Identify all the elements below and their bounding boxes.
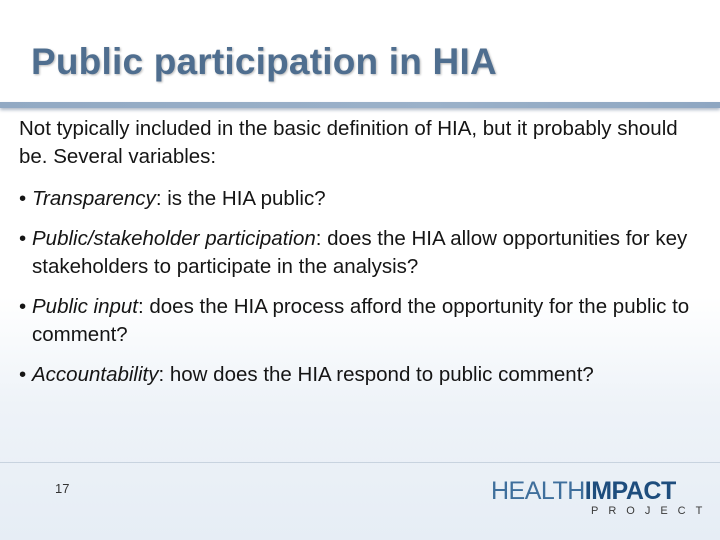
bullet-term: Public/stakeholder participation	[32, 227, 316, 250]
logo-wordmark	[491, 478, 676, 504]
bullet-term: Public input	[32, 295, 138, 318]
intro-paragraph: Not typically included in the basic definition of HIA, but it probably should be. Several variables:	[19, 117, 678, 168]
page-number: 17	[55, 481, 70, 496]
bullet-term: Transparency	[32, 187, 156, 210]
bullet-marker: •	[19, 295, 27, 318]
bullet-marker: •	[19, 187, 27, 210]
logo-impact-text: IMPACT	[584, 477, 676, 505]
bullet-text: : how does the HIA respond to public comment?	[158, 363, 594, 386]
footer-divider	[0, 462, 720, 463]
slide-body	[19, 115, 709, 401]
bullet-item-public-input	[19, 293, 709, 349]
title-divider	[0, 102, 720, 108]
logo-health-text: HEALTH	[491, 477, 585, 505]
bullet-item-transparency	[19, 185, 709, 213]
bullet-text: : does the HIA process afford the opportunity for the public to comment?	[32, 295, 690, 346]
bullet-text: : is the HIA public?	[155, 187, 326, 210]
title-area	[0, 0, 720, 104]
bullet-marker: •	[19, 227, 27, 250]
bullet-item-participation	[19, 225, 709, 281]
bullet-item-accountability	[19, 361, 709, 389]
bullet-marker: •	[19, 363, 27, 386]
bullet-term: Accountability	[32, 363, 159, 386]
bullet-text: : does the HIA allow opportunities for key stakeholders to participate in the analysis?	[32, 227, 688, 278]
health-impact-project-logo	[491, 477, 713, 520]
slide-title: Public participation in HIA	[31, 41, 497, 82]
logo-project-text: PROJECT	[591, 505, 713, 517]
